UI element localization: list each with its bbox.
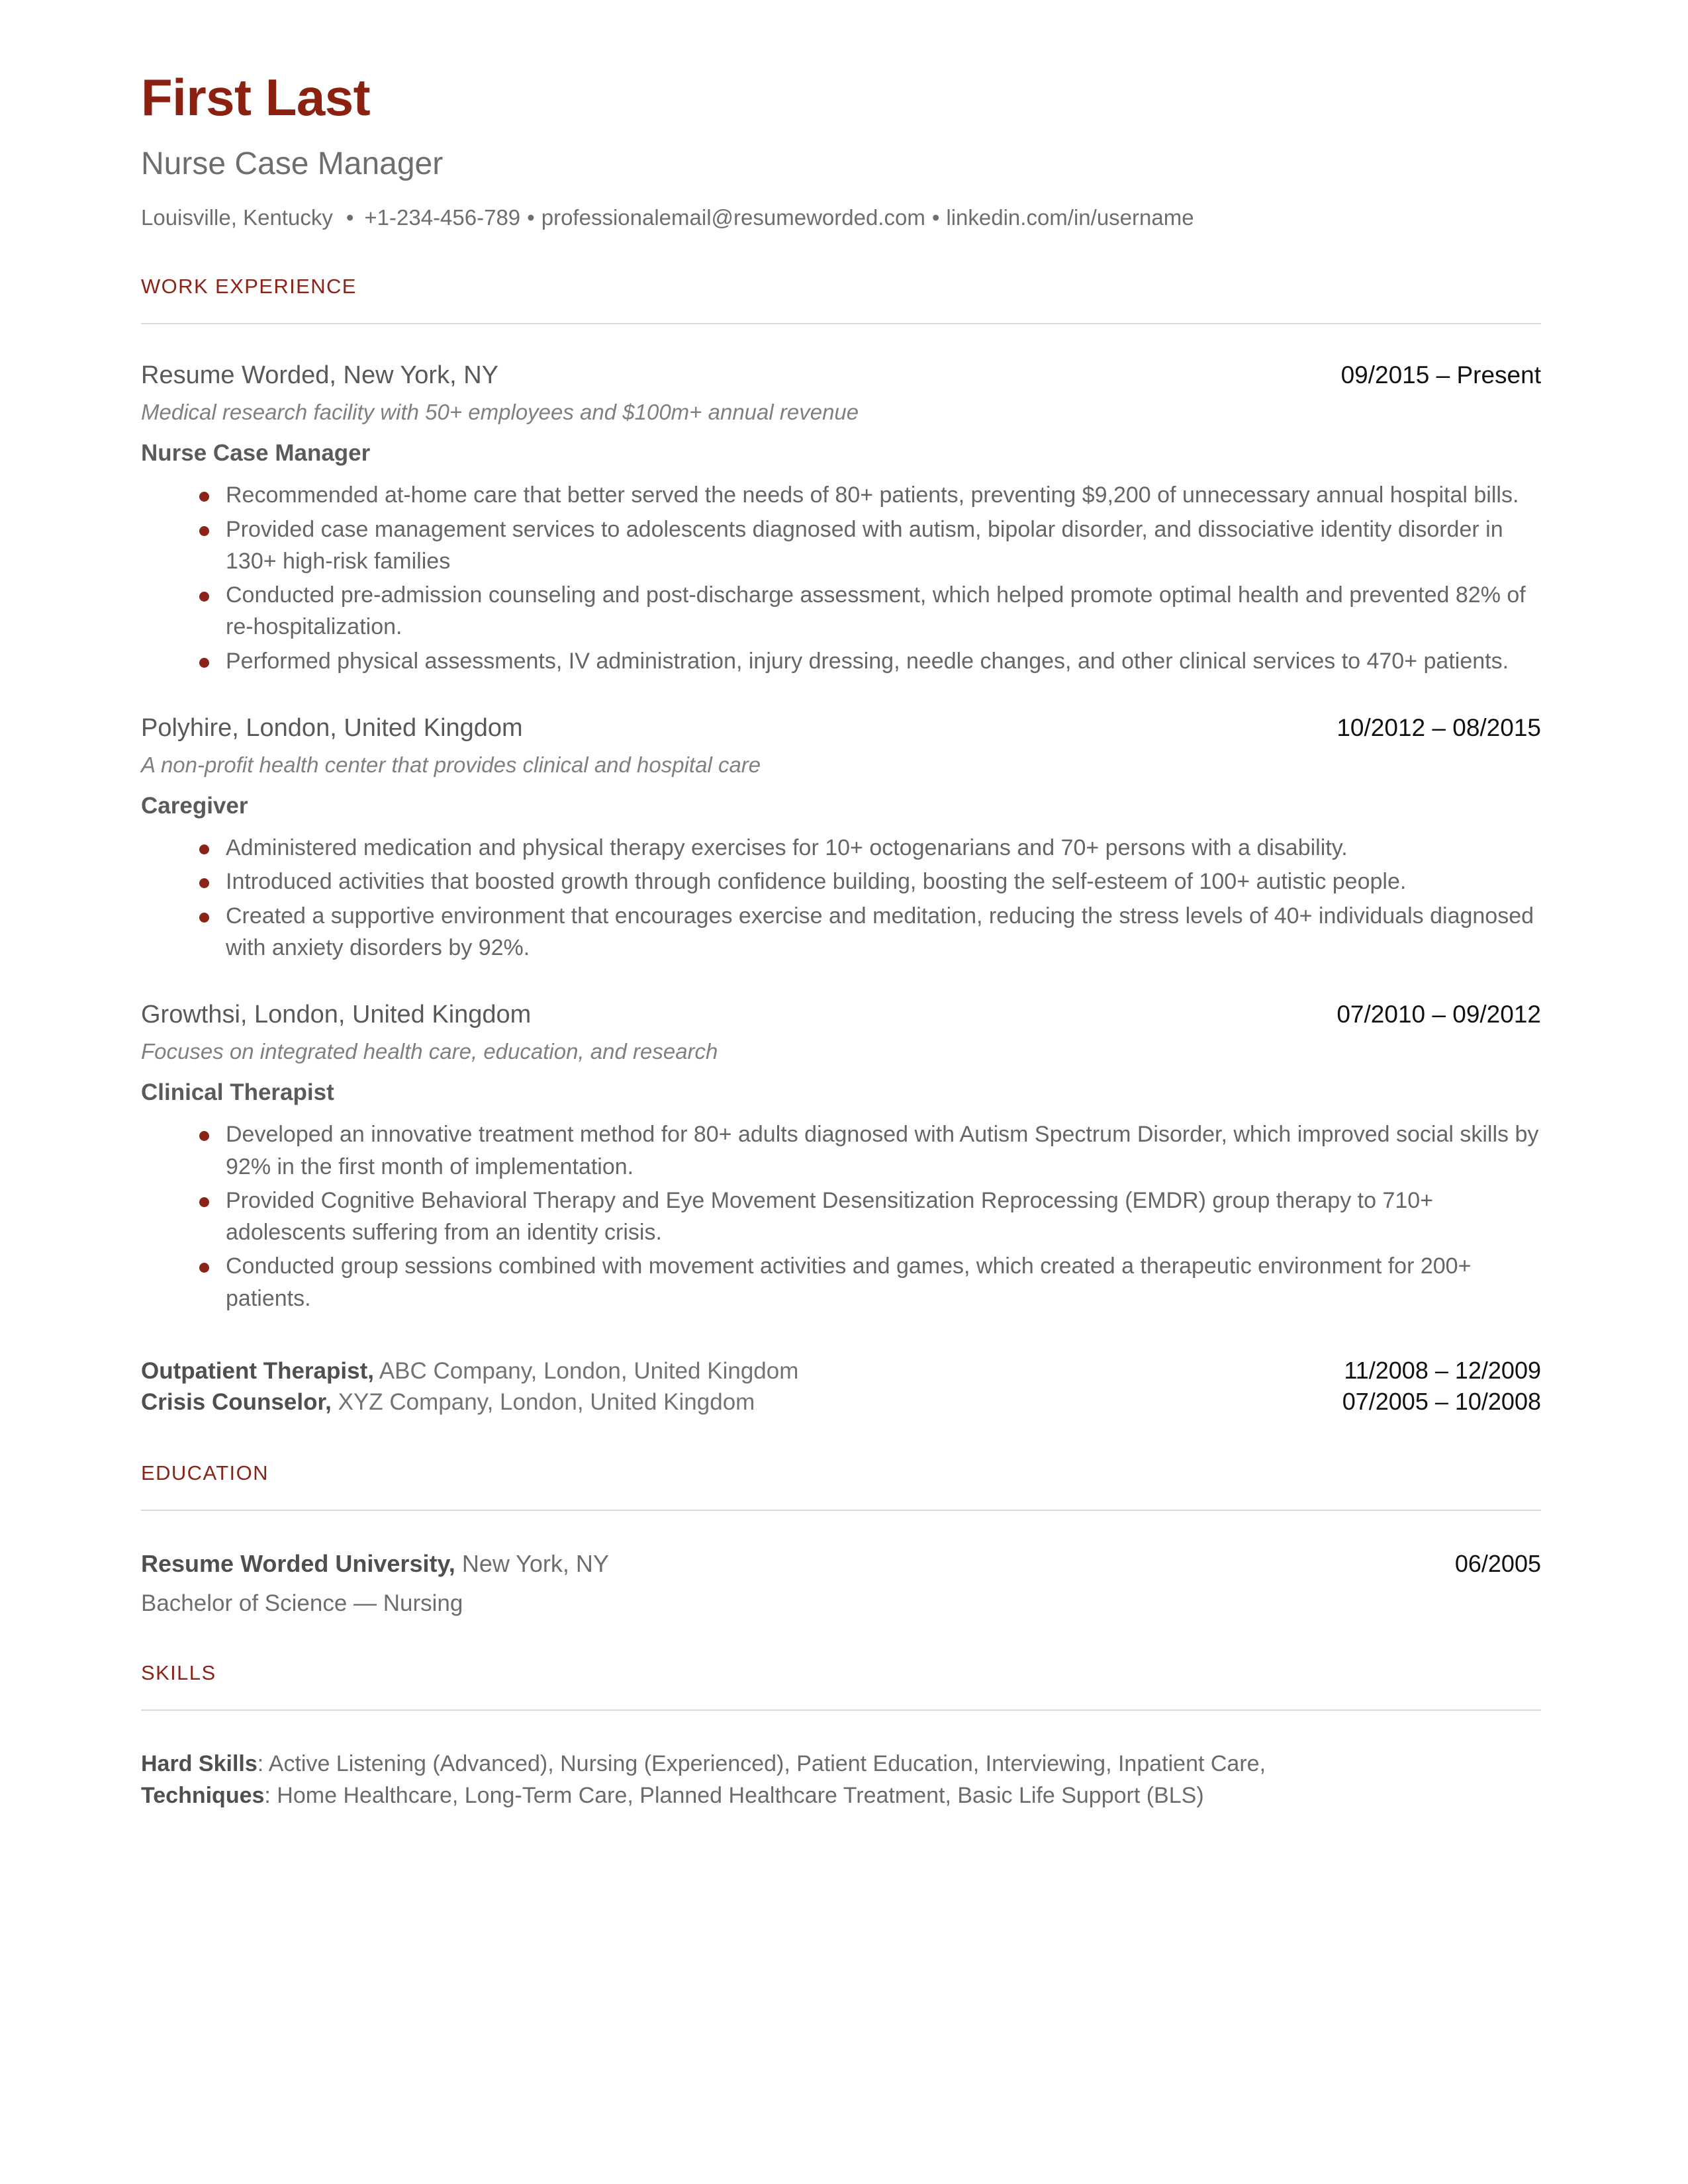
job-title: Caregiver	[141, 793, 248, 819]
education-school-line	[141, 1549, 609, 1578]
skill-category: Techniques	[141, 1782, 265, 1808]
job-bullet	[141, 1118, 1541, 1183]
candidate-headline: Nurse Case Manager	[141, 146, 444, 181]
job-dates: 07/2010 – 09/2012	[1336, 1001, 1541, 1028]
job-description: Medical research facility with 50+ employees and $100m+ annual revenue	[141, 399, 859, 424]
job-bullet-text: Conducted group sessions combined with movement activities and games, which created a therapeutic environment for 200+ patients.	[226, 1253, 1472, 1311]
skill-row	[141, 1780, 1541, 1811]
skill-values: : Home Healthcare, Long-Term Care, Planned Healthcare Treatment, Basic Life Support (BLS)	[264, 1782, 1204, 1808]
job-header-row	[141, 361, 1541, 390]
section-skills	[141, 1662, 1541, 1812]
job-bullet	[141, 1250, 1541, 1314]
job-header-row	[141, 714, 1541, 743]
job-bullet	[141, 645, 1541, 677]
job-title: Nurse Case Manager	[141, 440, 371, 467]
resume-header	[141, 68, 1541, 231]
job-bullet	[141, 866, 1541, 897]
bullet-dot-icon	[199, 1131, 209, 1141]
section-work-experience	[141, 276, 1541, 1417]
skill-values: : Active Listening (Advanced), Nursing (Experienced), Patient Education, Interviewing, Inpatient Care,	[257, 1751, 1266, 1776]
section-title-skills: SKILLS	[141, 1661, 216, 1684]
job-description: Focuses on integrated health care, education, and research	[141, 1038, 718, 1064]
job-bullet-list	[141, 479, 1541, 677]
compact-roles-block	[141, 1355, 1541, 1418]
job-bullet-text: Developed an innovative treatment method for 80+ adults diagnosed with Autism Spectrum Disorder, which improved social skills by 92% in the first month of implementation.	[226, 1122, 1539, 1179]
compact-role-row	[141, 1355, 1541, 1387]
job-bullet-list	[141, 832, 1541, 964]
skill-row	[141, 1748, 1541, 1780]
candidate-name: First Last	[141, 68, 371, 126]
job-bullet	[141, 579, 1541, 643]
bullet-dot-icon	[199, 1197, 209, 1207]
bullet-dot-icon	[199, 1263, 209, 1273]
contact-location: Louisville, Kentucky	[141, 205, 333, 230]
job-bullet-text: Conducted pre-admission counseling and post-discharge assessment, which helped promote optimal health and prevented 82% of re-hospitalization.	[226, 582, 1526, 640]
job-entry	[141, 1001, 1541, 1314]
job-bullet-list	[141, 1118, 1541, 1314]
section-divider	[141, 1709, 1541, 1711]
section-divider	[141, 323, 1541, 324]
section-title-work-experience: WORK EXPERIENCE	[141, 275, 357, 298]
education-header-row	[141, 1549, 1541, 1578]
compact-role-dates: 07/2005 – 10/2008	[1342, 1387, 1541, 1415]
compact-role-label	[141, 1387, 755, 1418]
bullet-dot-icon	[199, 592, 209, 602]
compact-role-label	[141, 1356, 798, 1387]
contact-separator-icon: •	[527, 205, 535, 230]
job-company: Resume Worded, New York, NY	[141, 361, 498, 390]
bullet-dot-icon	[199, 492, 209, 502]
job-description: A non-profit health center that provides clinical and hospital care	[141, 752, 761, 777]
skill-category: Hard Skills	[141, 1751, 258, 1776]
education-degree: Bachelor of Science — Nursing	[141, 1590, 463, 1616]
compact-role-company: XYZ Company, London, United Kingdom	[331, 1388, 755, 1415]
job-bullet-text: Administered medication and physical therapy exercises for 10+ octogenarians and 70+ persons with a disability.	[226, 835, 1348, 861]
education-location: New York, NY	[455, 1549, 609, 1577]
compact-role-title: Outpatient Therapist,	[141, 1357, 374, 1384]
job-bullet	[141, 514, 1541, 578]
job-bullet	[141, 832, 1541, 864]
bullet-dot-icon	[199, 844, 209, 854]
section-title-education: EDUCATION	[141, 1461, 269, 1484]
job-company: Growthsi, London, United Kingdom	[141, 1001, 532, 1029]
bullet-dot-icon	[199, 526, 209, 536]
compact-role-title: Crisis Counselor,	[141, 1388, 332, 1415]
bullet-dot-icon	[199, 913, 209, 923]
contact-line	[141, 204, 1541, 231]
compact-role-row	[141, 1387, 1541, 1418]
compact-role-dates: 11/2008 – 12/2009	[1344, 1356, 1541, 1384]
job-bullet	[141, 479, 1541, 511]
section-education	[141, 1463, 1541, 1617]
job-bullet	[141, 1185, 1541, 1249]
contact-separator-icon: •	[931, 205, 940, 230]
job-bullet-text: Introduced activities that boosted growth through confidence building, boosting the self-esteem of 100+ autistic people.	[226, 869, 1407, 895]
job-entry	[141, 361, 1541, 677]
resume-body	[141, 68, 1541, 1811]
job-bullet-text: Provided Cognitive Behavioral Therapy and Eye Movement Desensitization Reprocessing (EMDR) group therapy to 710+ adolescents suffering from an identity crisis.	[226, 1187, 1434, 1246]
job-bullet-text: Created a supportive environment that encourages exercise and meditation, reducing the stress levels of 40+ individuals diagnosed with anxiety disorders by 92%.	[226, 903, 1534, 960]
education-date: 06/2005	[1454, 1549, 1541, 1577]
education-school: Resume Worded University,	[141, 1549, 455, 1577]
job-entry	[141, 714, 1541, 964]
contact-linkedin[interactable]: linkedin.com/in/username	[946, 205, 1194, 230]
job-title: Clinical Therapist	[141, 1079, 334, 1106]
skills-list	[141, 1748, 1541, 1812]
job-bullet-text: Provided case management services to adolescents diagnosed with autism, bipolar disorder, and dissociative identity disorder in 130+ high-risk families	[226, 516, 1503, 574]
job-bullet-text: Performed physical assessments, IV administration, injury dressing, needle changes, and other clinical services to 470+ patients.	[226, 648, 1509, 674]
job-bullet-text: Recommended at-home care that better served the needs of 80+ patients, preventing $9,200 of unnecessary annual hospital bills.	[226, 482, 1519, 508]
bullet-dot-icon	[199, 658, 209, 668]
job-header-row	[141, 1001, 1541, 1029]
bullet-dot-icon	[199, 878, 209, 888]
contact-phone: +1-234-456-789	[364, 205, 521, 230]
job-dates: 10/2012 – 08/2015	[1336, 713, 1541, 741]
job-dates: 09/2015 – Present	[1340, 361, 1541, 389]
job-bullet	[141, 900, 1541, 964]
contact-separator-icon: •	[346, 205, 354, 230]
contact-email[interactable]: professionalemail@resumeworded.com	[541, 205, 925, 230]
compact-role-company: ABC Company, London, United Kingdom	[373, 1357, 799, 1384]
education-entry	[141, 1549, 1541, 1617]
job-company: Polyhire, London, United Kingdom	[141, 713, 523, 742]
section-divider	[141, 1510, 1541, 1511]
